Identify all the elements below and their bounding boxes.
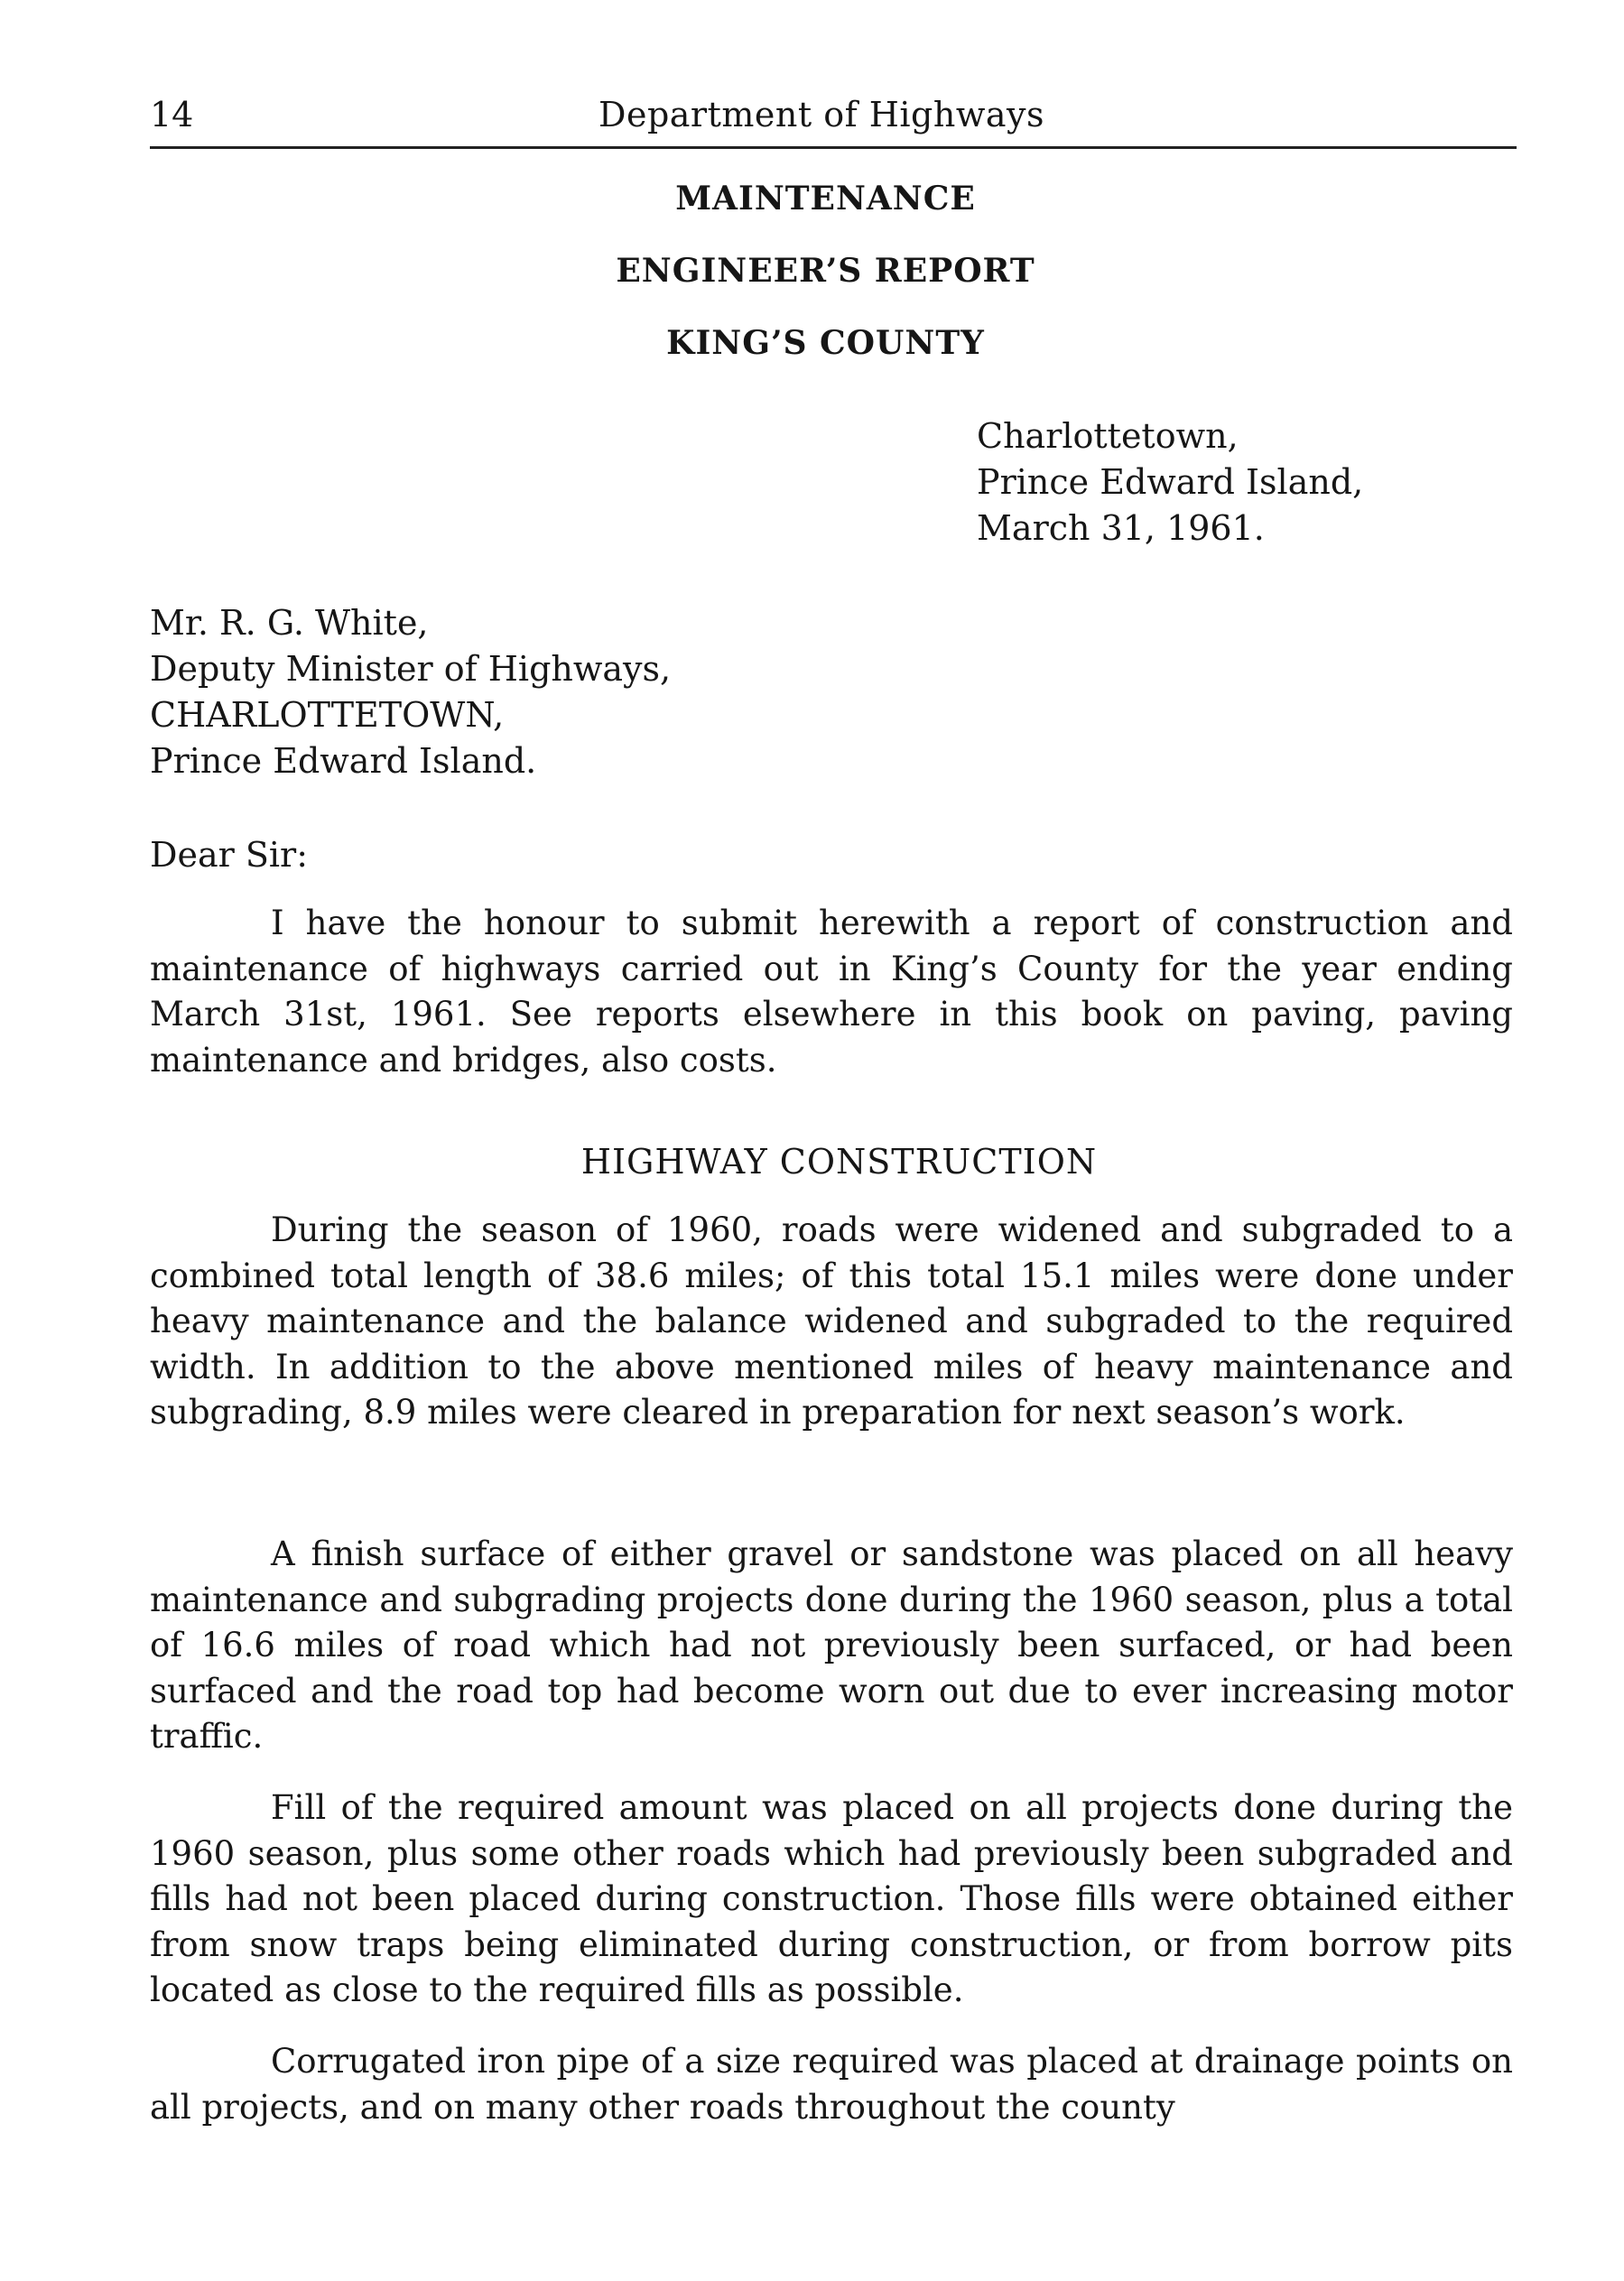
dateline-city: Charlottetown, xyxy=(977,416,1239,456)
report-heading xyxy=(0,162,1624,379)
dateline-province: Prince Edward Island, xyxy=(977,462,1364,502)
paragraph-construction: During the season of 1960, roads were widened and subgraded to a combined total length of 38.6 miles; of this total 15.1 miles were done under heavy maintenance and the balance widened and subgraded to the required width. In addition to the above mentioned miles of heavy maintenance and subgrading, 8.9 miles were cleared in preparation for next season’s work. xyxy=(150,1210,1513,1432)
paragraph-pipe: Corrugated iron pipe of a size required was placed at drainage points on all projects, and on many other roads throughout the county xyxy=(150,2042,1513,2127)
recipient-name: Mr. R. G. White, xyxy=(150,603,429,643)
paragraph-fill: Fill of the required amount was placed on all projects done during the 1960 season, plus some other roads which had previously been subgraded and fills had not been placed during construction. Those fills were obtained either from snow traps being eliminated during construction, or from borrow pits located as close to the required fills as possible. xyxy=(150,1788,1513,2009)
recipient-address xyxy=(150,600,671,784)
salutation: Dear Sir: xyxy=(150,835,309,875)
heading-line-3: KING’S COUNTY xyxy=(666,324,985,362)
running-head-title: Department of Highways xyxy=(599,95,1044,134)
dateline-date: March 31, 1961. xyxy=(977,508,1265,548)
paragraph-intro: I have the honour to submit herewith a report of construction and maintenance of highways carried out in King’s County for the year ending March 31st, 1961. See reports elsewhere in this book on paving, paving maintenance and bridges, also costs. xyxy=(150,904,1513,1080)
recipient-province: Prince Edward Island. xyxy=(150,741,537,781)
heading-line-1: MAINTENANCE xyxy=(675,180,976,218)
page-number: 14 xyxy=(150,95,194,134)
running-head xyxy=(150,88,1517,149)
recipient-city: CHARLOTTETOWN, xyxy=(150,695,505,735)
heading-line-2: ENGINEER’S REPORT xyxy=(616,252,1035,290)
recipient-title: Deputy Minister of Highways, xyxy=(150,649,672,689)
paragraph-surface: A finish surface of either gravel or sandstone was placed on all heavy maintenance and subgrading projects done during the 1960 season, plus a total of 16.6 miles of road which had not previously been surfaced, or had been surfaced and the road top had become worn out due to ever increasing motor traffic. xyxy=(150,1535,1513,1756)
section-heading: HIGHWAY CONSTRUCTION xyxy=(580,1142,1098,1182)
dateline xyxy=(977,413,1363,552)
